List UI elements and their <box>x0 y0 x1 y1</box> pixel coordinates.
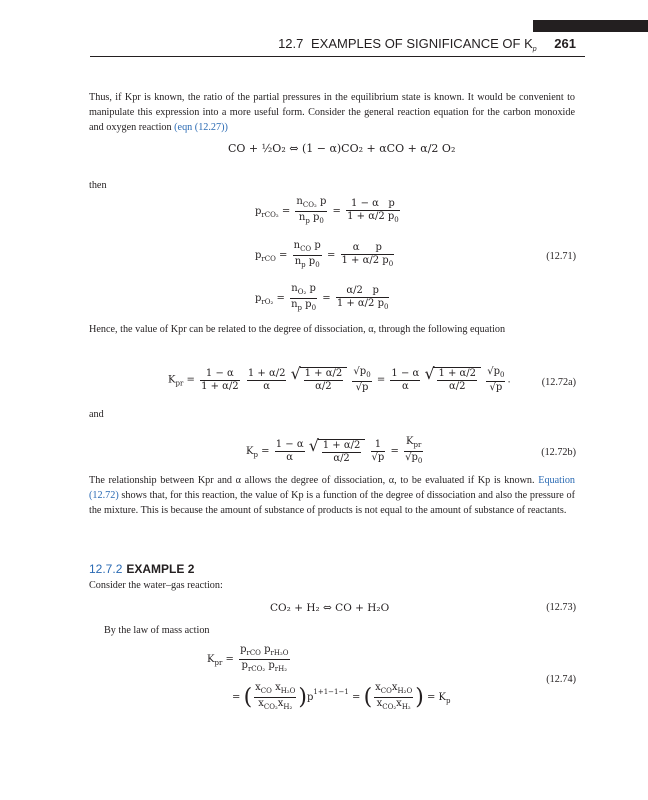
hence-paragraph: Hence, the value of Kpr can be related to the degree of dissociation, α, through the following equation <box>89 324 506 335</box>
example-intro: Consider the water–gas reaction: <box>89 580 223 591</box>
eq-12-74-line1: $K_{pr}$ = $\frac{p_{rCO} p_{rH_2O}}{p_{rCO_2} p_{rH_2}}$ <box>207 644 289 673</box>
header-rule <box>90 56 585 57</box>
eq-12-72a: $K_{pr}$ = $\frac{1 - \alpha}{1 + \alpha/2}$ $\frac{1 + \alpha/2}{\alpha}$ √ $\frac{1 + \alpha/2}{\alpha/2}$ $\frac{√p_0}{√p}$ = $\frac{1 - \alpha}{\alpha}$ √ $\frac{1 + \alpha/2}{\alpha/2}$ $\frac{√p_0}{√p}$ . <box>168 366 511 394</box>
header-bar <box>533 20 648 32</box>
relationship-after: shows that, for this reaction, the value of Kp is a function of the degree of dissociation and also the pressure of the mixture. This is because the amount of substance of products is not equal to the amount of substance of reactants. <box>89 490 575 516</box>
eq-12-72b: $K_p$ = $\frac{1 - \alpha}{\alpha}$ √ $\frac{1 + \alpha/2}{\alpha/2}$ $\frac{1}{√p}$ = $\frac{K_{pr}}{√p_0}$ <box>246 436 425 467</box>
header-section: 12.7 <box>278 36 304 51</box>
eq-12-74-line2: = ( $\frac{x_{CO} x_{H_2O}}{x_{CO_2}x_{H_2}}$ )$p^{1+1-1-1}$ = ( $\frac{x_{CO}x_{H_2O}}{x_{CO_2}x_{H_2}}$ ) = $K_p$ <box>232 682 451 711</box>
mass-action-text: By the law of mass action <box>104 625 210 636</box>
relationship-paragraph <box>89 473 575 518</box>
page-number: 261 <box>554 36 576 51</box>
intro-paragraph <box>89 90 575 135</box>
equation-link-12-72[interactable]: Equation (12.72) <box>89 475 576 501</box>
section-number: 12.7.2 <box>89 562 123 576</box>
eq-po2: $p_{rO_2}$ = $\frac{n_{O_2} p}{n_p p_0}$ = $\frac{\alpha/2 p}{1 + \alpha/2 p_0}$ <box>255 283 389 312</box>
eq-number-12-72a: (12.72a) <box>541 377 576 388</box>
eq-number-12-73: (12.73) <box>546 602 576 613</box>
relationship-before: The relationship between Kpr and α allows the degree of dissociation, α, to be evaluated if Kp is known. <box>89 475 535 486</box>
section-heading <box>89 562 194 576</box>
eq-12-73: CO₂ + H₂ ⇔ CO + H₂O <box>270 602 390 614</box>
eqn-link-12-27[interactable]: (eqn (12.27)) <box>174 122 228 133</box>
eq-12-74-exponent: 1+1−1−1 <box>313 688 349 696</box>
eq-number-12-71: (12.71) <box>546 251 576 262</box>
then-label: then <box>89 180 107 191</box>
header-title-sub: p <box>532 46 537 53</box>
eq-number-12-72b: (12.72b) <box>541 447 576 458</box>
eq-pco2: $p_{rCO_2}$ = $\frac{n_{CO_2} p}{n_p p_0}$ = $\frac{\text{1 − α p}}{1 + \alpha/2 p_0}$ <box>255 196 399 225</box>
header-title: EXAMPLES OF SIGNIFICANCE OF K <box>311 36 533 51</box>
section-title: EXAMPLE 2 <box>126 562 195 576</box>
reaction-equation: CO + ½O₂ ⇔ (1 − α)CO₂ + αCO + α/2 O₂ <box>228 142 456 155</box>
running-header <box>278 36 576 53</box>
eq-pco: $p_{rCO}$ = $\frac{n_{CO} p}{n_p p_0}$ = $\frac{\text{α p}}{1 + \alpha/2 p_0}$ <box>255 240 394 269</box>
intro-text: Thus, if Kpr is known, the ratio of the partial pressures in the equilibrium state is known. It would be convenient to manipulate this expression into a more useful form. Consider the general reaction equation for the carbon monoxide and oxygen reaction <box>89 92 575 133</box>
and-label: and <box>89 409 104 420</box>
eq-number-12-74: (12.74) <box>546 674 576 685</box>
